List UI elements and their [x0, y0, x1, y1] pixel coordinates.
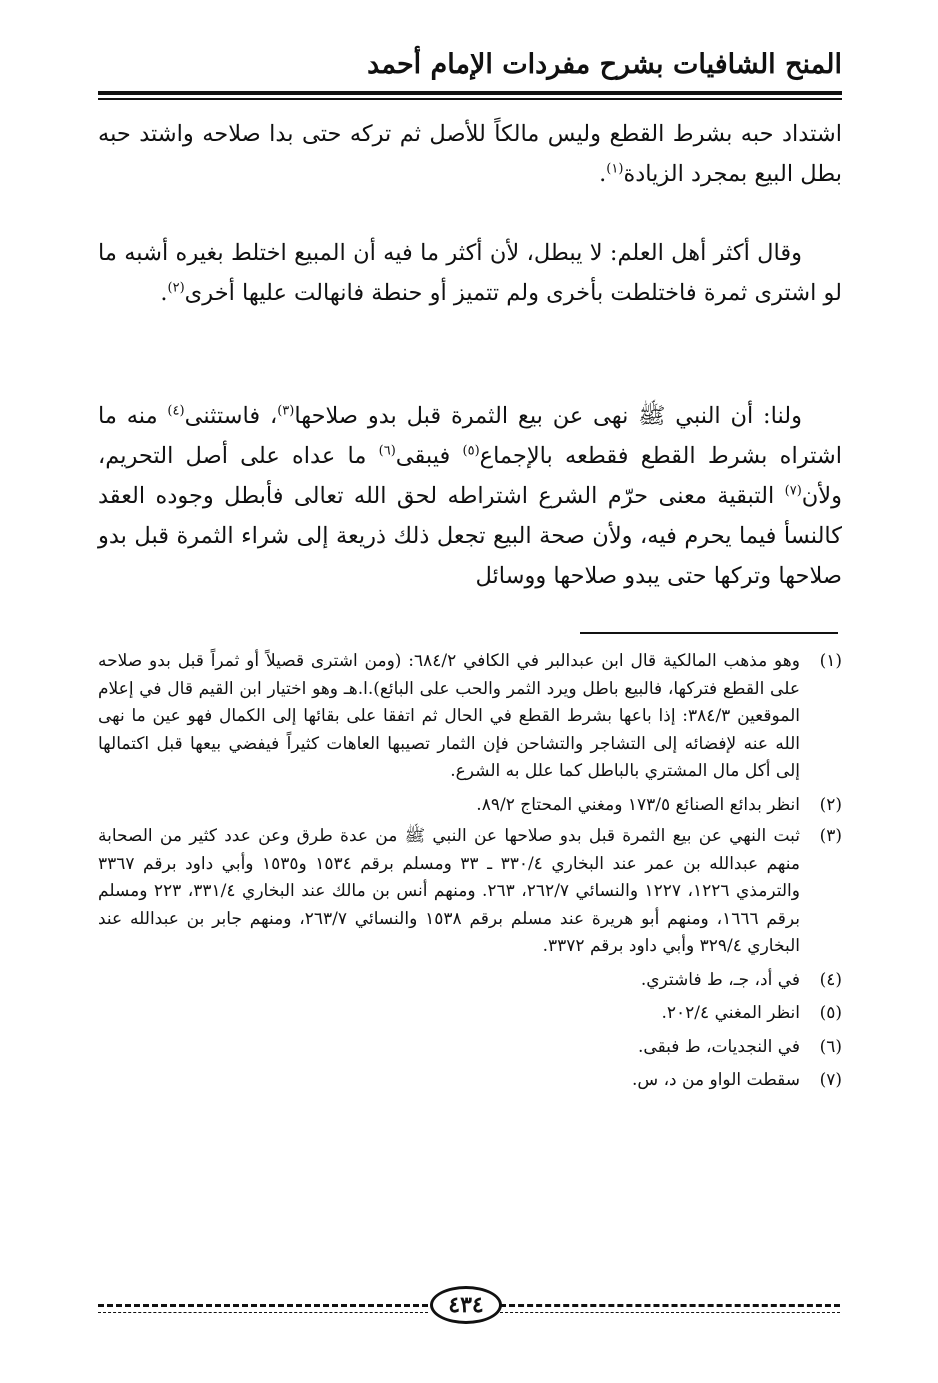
footnote-ref-4: (٤)	[167, 403, 185, 419]
footnote-2	[98, 792, 842, 820]
footnotes	[98, 648, 842, 1095]
footnote-2-number: (٢)	[819, 794, 842, 815]
paragraph-1-end: .	[599, 161, 607, 187]
paragraph-3-segment-3: منه ما اشتراه بشرط القطع فقطعه بالإجماع	[98, 403, 843, 469]
footnote-1	[98, 648, 842, 786]
footnote-ref-7: (٧)	[784, 483, 802, 499]
paragraph-2	[98, 233, 842, 313]
paragraph-3-segment-6: التبقية معنى حرّم الشرع اشتراطه لحق الله تعالى فأبطل وجوده العقد كالنسأ فيما يحرم فيه، ولأن صحة البيع تجعل ذلك ذريعة إلى شراء الثمرة قبل بدو صلاحها وتركها حتى يبدو صلاحها ووسائل	[98, 483, 842, 589]
footnote-ref-3: (٣)	[277, 403, 295, 419]
footnote-6-text: في النجديات، ط فبقى.	[638, 1036, 800, 1057]
paragraph-3-segment-2: ، فاستثنى	[184, 403, 278, 429]
footer-dashed-rule-left	[98, 1304, 428, 1307]
footnote-2-text: انظر بدائع الصنائع ١٧٣/٥ ومغني المحتاج ٨٩/٢.	[476, 794, 800, 815]
paragraph-1-text: اشتداد حبه بشرط القطع وليس مالكاً للأصل ثم تركه حتى بدا صلاحه واشتد حبه بطل البيع بمجرد الزيادة	[98, 121, 842, 187]
footnote-7-number: (٧)	[819, 1070, 842, 1090]
footer-dashed-rule-left-thin	[98, 1312, 428, 1313]
footnote-3	[98, 823, 842, 961]
paragraph-2-text: وقال أكثر أهل العلم: لا يبطل، لأن أكثر ما فيه أن المبيع اختلط بغيره أشبه ما لو اشترى ثمرة فاختلطت بأخرى ولم تتميز أو حنطة فانهالت عليها أخرى	[98, 240, 842, 306]
footnote-6	[98, 1034, 842, 1062]
header-rule-thick	[98, 91, 842, 95]
footnote-6-number: (٦)	[819, 1036, 842, 1057]
paragraph-3-segment-5: ما عداه على أصل التحريم، ولأن	[98, 443, 842, 509]
footnote-ref-1: (١)	[606, 161, 624, 177]
page-number: ٤٣٤	[448, 1292, 484, 1318]
footnote-5-number: (٥)	[819, 1003, 842, 1023]
footnote-5-text: انظر المغني ٢٠٢/٤.	[661, 1003, 800, 1023]
header-rule-thin	[98, 98, 842, 100]
footnote-ref-5: (٥)	[462, 443, 480, 459]
footer-dashed-rule-right	[500, 1304, 840, 1307]
paragraph-1	[98, 114, 842, 194]
footnote-3-number: (٣)	[819, 826, 842, 846]
paragraph-3	[98, 396, 842, 596]
paragraph-2-end: .	[160, 280, 168, 306]
footnote-3-text: ثبت النهي عن بيع الثمرة قبل بدو صلاحها عن النبي ﷺ من عدة طرق وعن عدد كثير من الصحابة منهم عبدالله بن عمر عند البخاري ٣٣٠/٤ ـ ٣٣ ومسلم برقم ١٥٣٤ و١٥٣٥ وأبي داود برقم ٣٣٦٧ والترمذي ١٢٢٦، ١٢٢٧ والنسائي ٢٦٢/٧، ٢٦٣. ومنهم أنس بن مالك عند البخاري ٣٣١/٤، ٢٢٣ ومسلم برقم ١٦٦٦، ومنهم أبو هريرة عند مسلم برقم ١٥٣٨ والنسائي ٢٦٣/٧، ومنهم جابر بن عبدالله عند البخاري ٣٢٩/٤ وأبي داود برقم ٣٣٧٢.	[98, 826, 801, 956]
paragraph-3-segment-1: ولنا: أن النبي ﷺ نهى عن بيع الثمرة قبل بدو صلاحها	[294, 403, 802, 429]
page-number-ornament	[430, 1286, 502, 1324]
footnote-4-number: (٤)	[819, 969, 842, 990]
footnote-7	[98, 1067, 842, 1095]
footnote-1-text: وهو مذهب المالكية قال ابن عبدالبر في الكافي ٦٨٤/٢: (ومن اشترى قصيلاً أو ثمراً قبل بدو صلاحه على القطع فتركها، فالبيع باطل ويرد الثمر والحب على البائع).ا.هـ وهو اختيار ابن القيم قال في إعلام الموقعين ٣٨٤/٣: إذا باعها بشرط القطع في الحال ثم اتفقا على بقائها إلى الكمال فهو عين ما نهى الله عنه لإفضائه إلى التشاجر والتشاحن فإن الثمار تصيبها العاهات كثيراً فيفضي بيعها قبل اكتمالها إلى أكل مال المشتري بالباطل كما علل به الشرع.	[98, 651, 800, 781]
footnote-5	[98, 1000, 842, 1028]
footnote-ref-2: (٢)	[167, 280, 185, 296]
running-header-title: المنح الشافيات بشرح مفردات الإمام أحمد	[367, 49, 842, 80]
footnote-separator	[580, 632, 838, 634]
footer-dashed-rule-right-thin	[500, 1312, 840, 1313]
footnote-1-number: (١)	[819, 651, 842, 671]
footnote-4	[98, 967, 842, 995]
footnote-7-text: سقطت الواو من د، س.	[632, 1070, 800, 1090]
footnote-4-text: في أد، جـ، ط فاشتري.	[640, 969, 800, 990]
footnote-ref-6: (٦)	[378, 443, 396, 459]
paragraph-3-segment-4: فيبقى	[395, 443, 463, 469]
